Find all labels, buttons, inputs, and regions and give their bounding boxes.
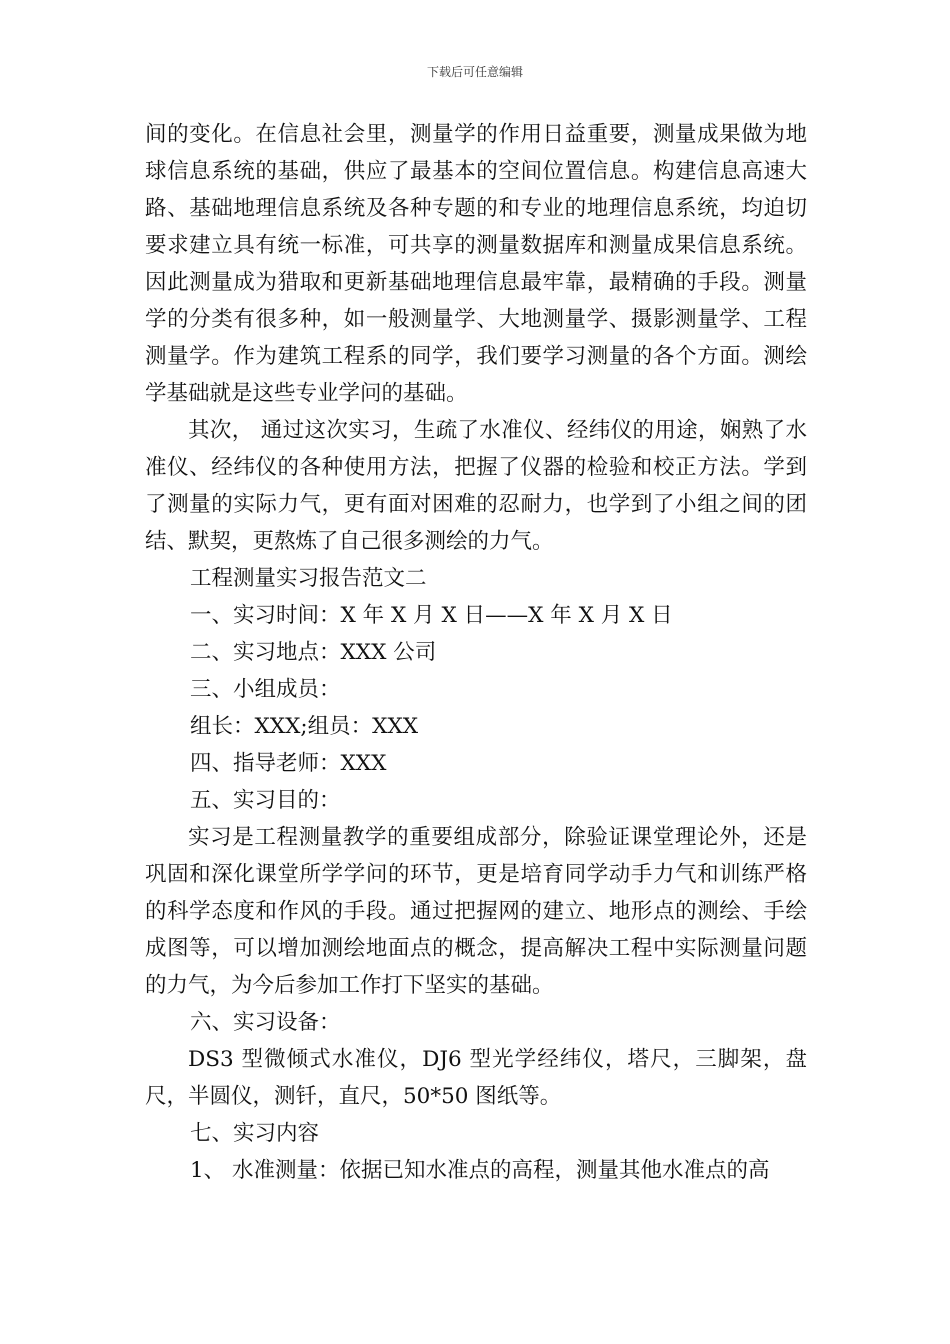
page-header-note: 下载后可任意编辑	[426, 65, 523, 79]
equipment-heading: 六、实习设备：	[190, 1010, 341, 1035]
document-body	[145, 116, 807, 1189]
equipment-paragraph: DS3 型微倾式水准仪，DJ6 型光学经纬仪，塔尺，三脚架，盘尺，半圆仪，测钎，直尺，50*50 图纸等。	[145, 1047, 807, 1109]
content-item-1: 1、 水准测量：依据已知水准点的高程，测量其他水准点的高	[190, 1158, 770, 1183]
purpose-heading: 五、实习目的：	[190, 788, 341, 813]
paragraph-intro-continued: 间的变化。在信息社会里，测量学的作用日益重要，测量成果做为地球信息系统的基础，供应了最基本的空间位置信息。构建信息高速大路、基础地理信息系统及各种专题的和专业的地理信息系统，均迫切要求建立具有统一标准，可共享的测量数据库和测量成果信息系统。因此测量成为猎取和更新基础地理信息最牢靠，最精确的手段。测量学的分类有很多种，如一般测量学、大地测量学、摄影测量学、工程测量学。作为建筑工程系的同学，我们要学习测量的各个方面。测绘学基础就是这些专业学问的基础。	[145, 122, 807, 406]
section-title: 工程测量实习报告范文二	[190, 566, 427, 591]
paragraph-second: 其次， 通过这次实习，生疏了水准仪、经纬仪的用途，娴熟了水准仪、经纬仪的各种使用方法，把握了仪器的检验和校正方法。学到了测量的实际力气，更有面对困难的忍耐力，也学到了小组之间的团结、默契，更熬炼了自己很多测绘的力气。	[145, 418, 807, 554]
internship-place: 二、实习地点：XXX 公司	[190, 640, 437, 665]
purpose-paragraph: 实习是工程测量教学的重要组成部分，除验证课堂理论外，还是巩固和深化课堂所学学问的环节，更是培育同学动手力气和训练严格的科学态度和作风的手段。通过把握网的建立、地形点的测绘、手绘成图等，可以增加测绘地面点的概念，提高解决工程中实际测量问题的力气，为今后参加工作打下坚实的基础。	[145, 825, 807, 998]
members-list: 组长：XXX;组员：XXX	[190, 714, 419, 739]
internship-time: 一、实习时间：X 年 X 月 X 日——X 年 X 月 X 日	[190, 603, 673, 628]
members-heading: 三、小组成员：	[190, 677, 341, 702]
instructor: 四、指导老师：XXX	[190, 751, 387, 776]
content-heading: 七、实习内容	[190, 1121, 320, 1146]
